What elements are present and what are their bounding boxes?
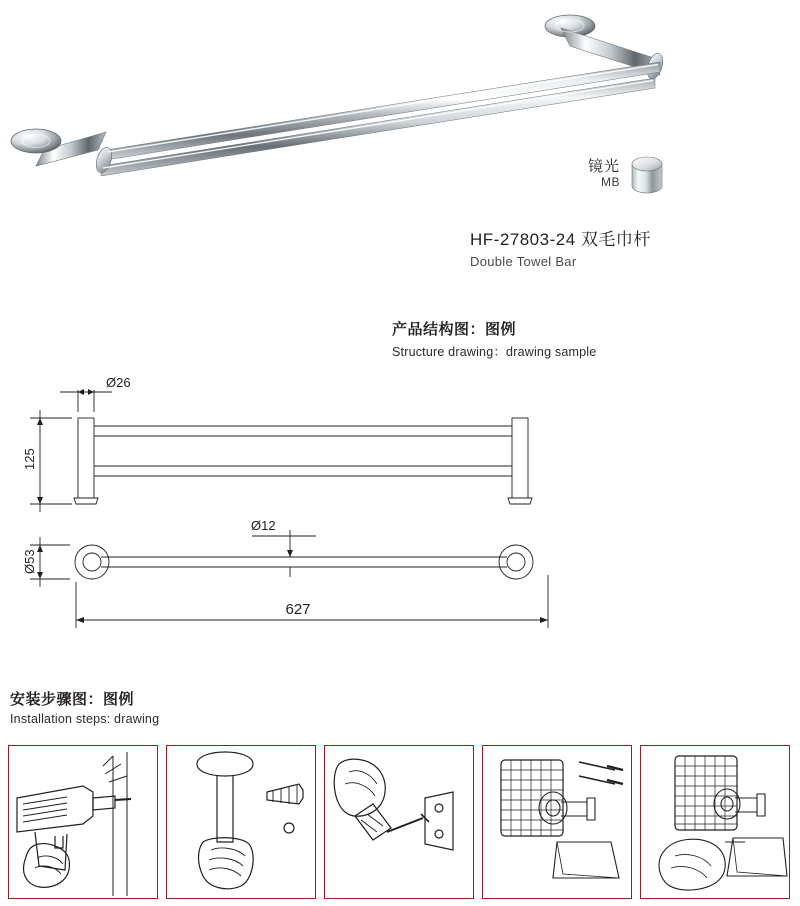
drill-hole-icon (17, 752, 131, 896)
mirror-polish-swatch (629, 154, 665, 194)
dim-bar-diameter: Ø12 (251, 518, 276, 533)
finish-code: MB (601, 174, 621, 189)
hammer-anchor-icon (197, 752, 303, 889)
mount-bracket-icon (501, 760, 623, 878)
model-title-block (470, 225, 790, 269)
install-step-1 (8, 745, 158, 899)
dim-height: 125 (22, 448, 37, 470)
screwdriver-bracket-icon (334, 759, 453, 850)
structure-section-heading (392, 318, 596, 360)
installation-section-heading (10, 688, 159, 726)
install-step-3 (324, 745, 474, 899)
model-title-cn: HF-27803-24 双毛巾杆 (470, 230, 651, 249)
technical-drawing (0, 370, 600, 640)
dim-post-diameter: Ø26 (106, 375, 131, 390)
dim-flange-diameter: Ø53 (22, 549, 37, 574)
structure-heading-cn: 产品结构图：图例 (392, 321, 517, 338)
installation-steps-row (8, 745, 792, 899)
finish-labels (588, 158, 620, 189)
install-step-2 (166, 745, 316, 899)
finish-label-cn: 镜光 (588, 158, 621, 176)
structure-heading-en: Structure drawing：drawing sample (392, 345, 597, 359)
install-step-4 (482, 745, 632, 899)
model-title-en: Double Towel Bar (470, 254, 577, 269)
install-step-5 (640, 745, 790, 899)
installation-heading-en: Installation steps: drawing (10, 712, 160, 726)
finish-swatch-block (588, 150, 708, 198)
installation-heading-cn: 安装步骤图：图例 (10, 691, 135, 708)
attach-cover-icon (659, 756, 787, 890)
dim-length: 627 (285, 601, 311, 618)
